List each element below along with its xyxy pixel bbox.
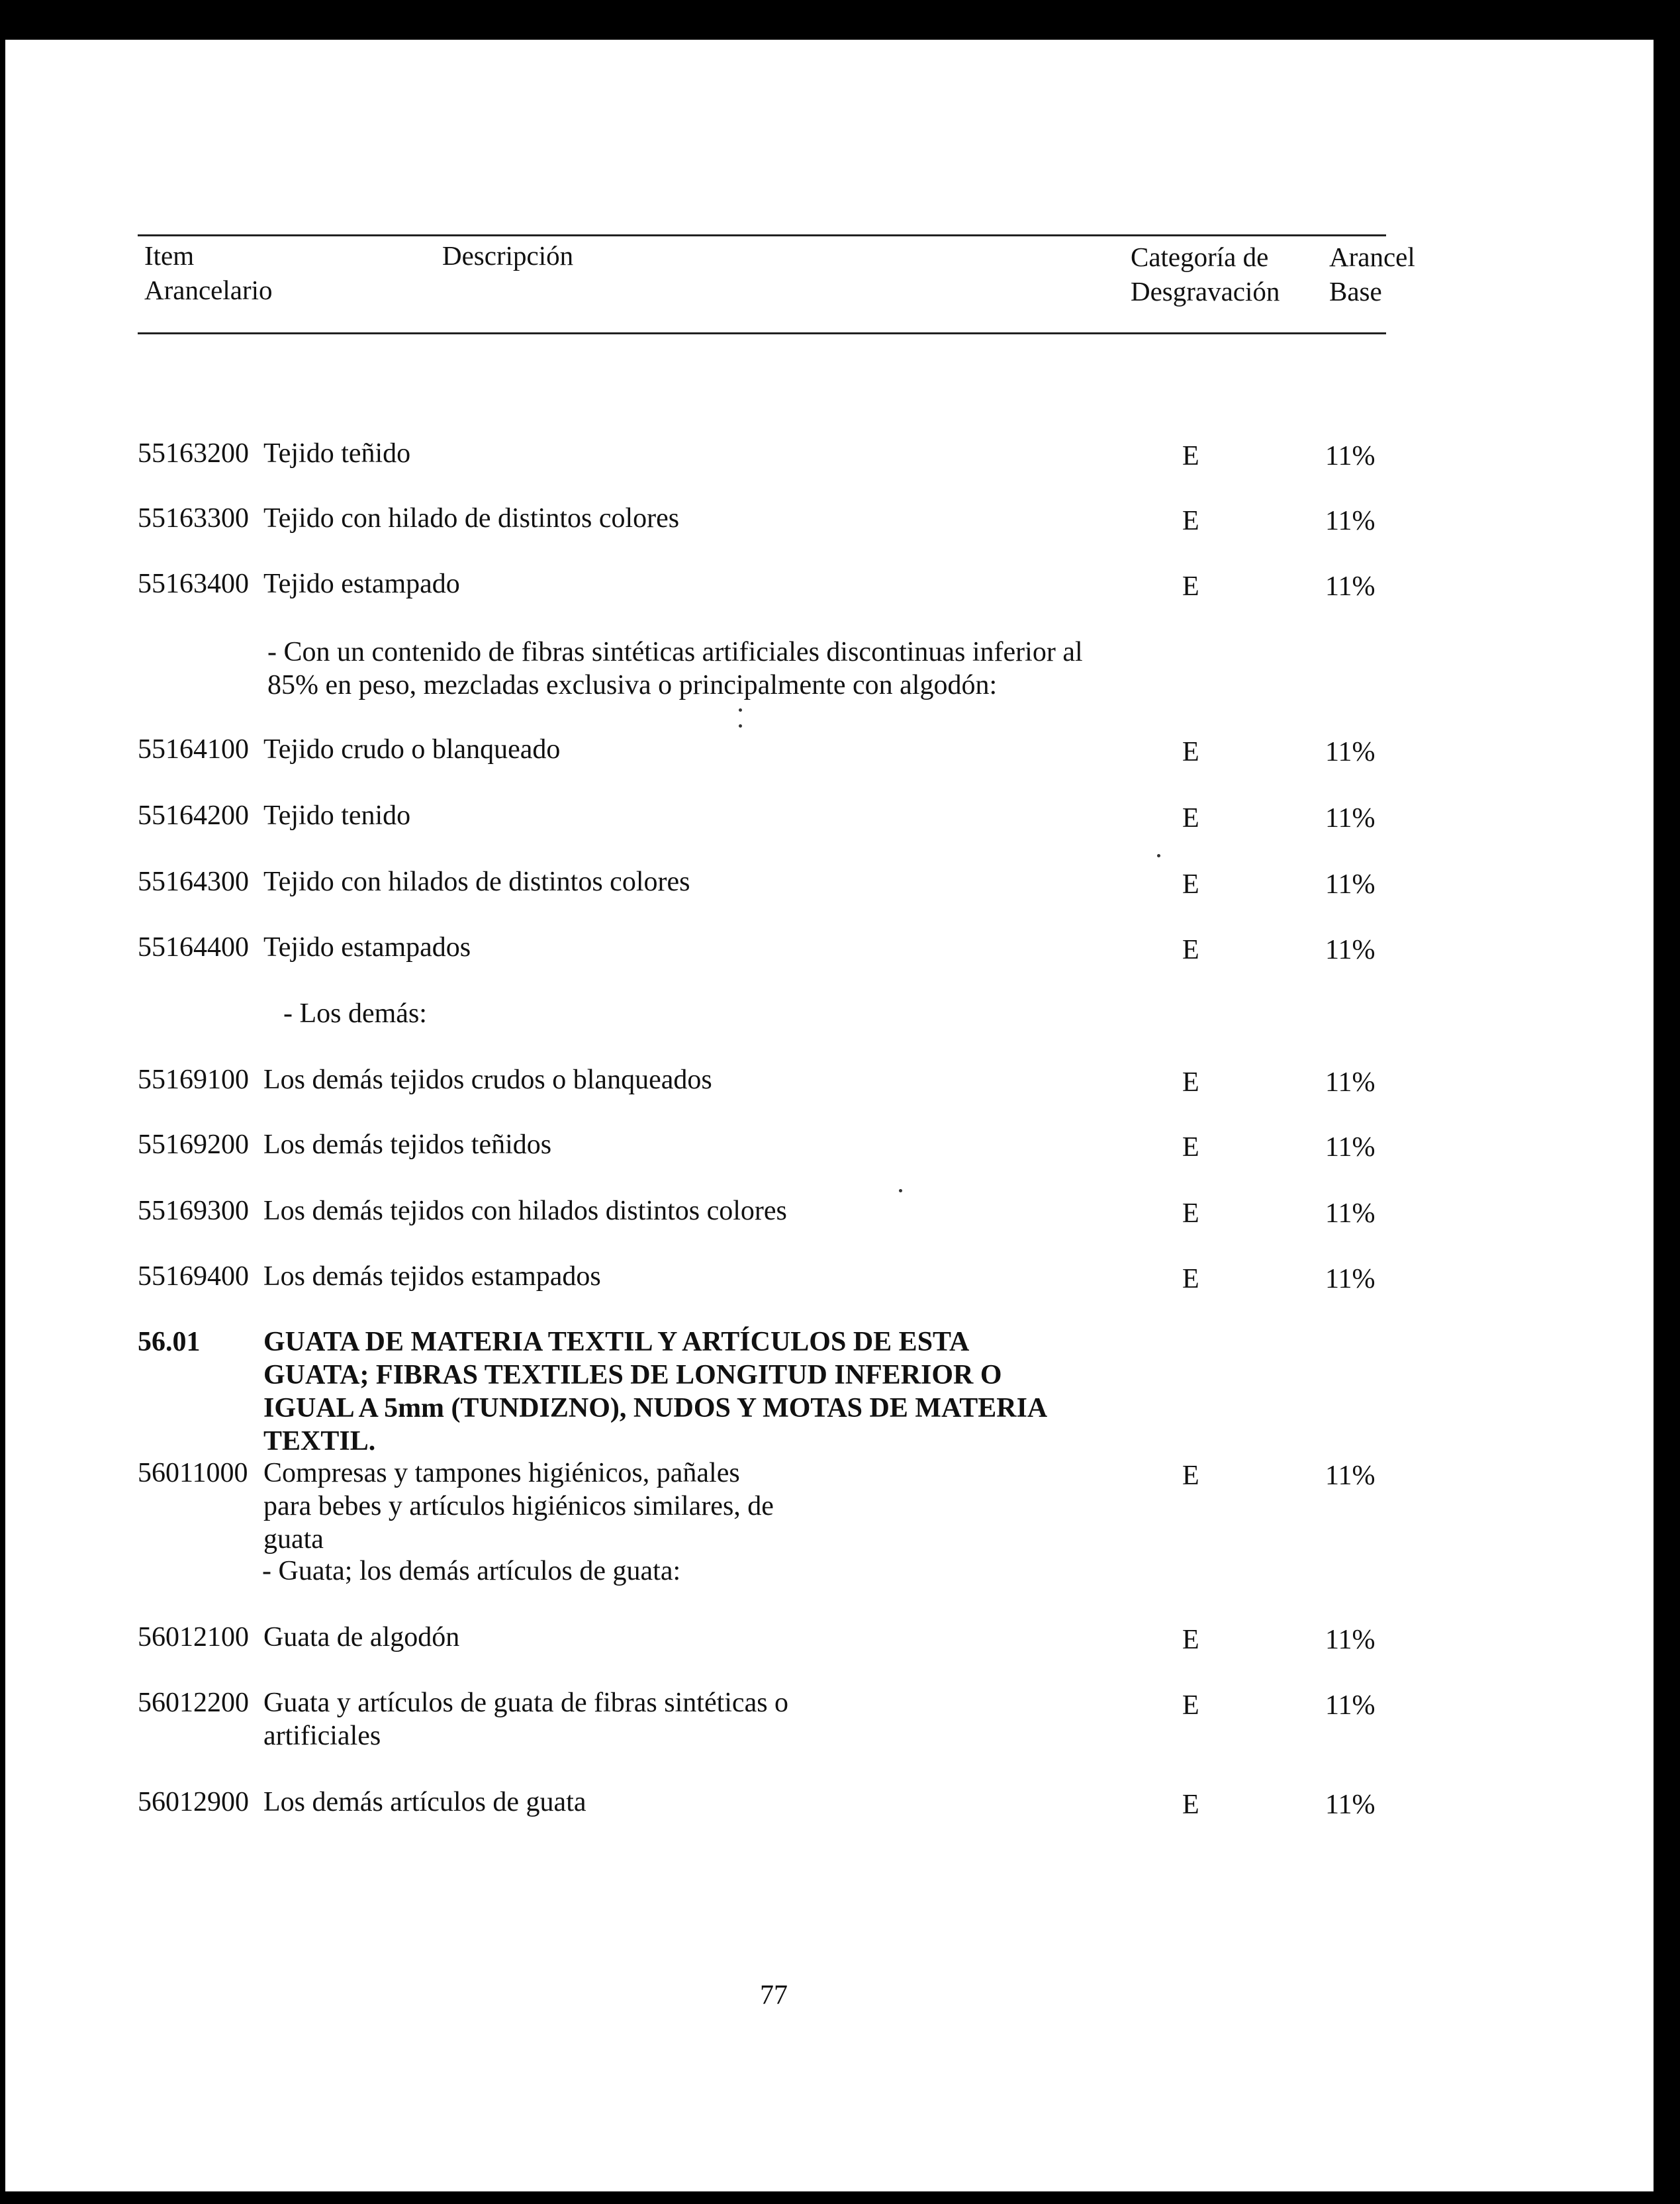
item-code: 55164300 <box>138 867 249 897</box>
item-code: 55169200 <box>138 1129 249 1160</box>
item-code: 56012200 <box>138 1688 249 1718</box>
header-category-line2: Desgravación <box>1131 276 1280 307</box>
item-description: Los demás tejidos con hilados distintos colores <box>263 1196 787 1226</box>
item-category: E <box>1182 1625 1199 1655</box>
item-category: E <box>1182 571 1199 602</box>
item-description: Tejido estampados <box>263 932 471 963</box>
item-base-rate: 11% <box>1325 441 1376 471</box>
item-description: Los demás tejidos teñidos <box>263 1129 552 1160</box>
item-base-rate: 11% <box>1325 1132 1376 1163</box>
item-base-rate: 11% <box>1325 803 1376 834</box>
item-description: Tejido teñido <box>263 438 411 469</box>
item-category: E <box>1182 1461 1199 1491</box>
item-category: E <box>1182 869 1199 900</box>
scan-speck <box>739 724 742 728</box>
item-base-rate: 11% <box>1325 869 1376 900</box>
item-description: Guata de algodón <box>263 1622 460 1653</box>
item-category: E <box>1182 935 1199 965</box>
header-base-line2: Base <box>1329 276 1382 307</box>
header-description: Descripción <box>442 240 574 271</box>
subheading-text: - Los demás: <box>283 998 427 1029</box>
item-category: E <box>1182 1067 1199 1098</box>
header-category-line1: Categoría de <box>1131 242 1269 272</box>
scan-speck <box>899 1189 902 1192</box>
header-category <box>1131 240 1280 309</box>
item-base-rate: 11% <box>1325 1790 1376 1820</box>
item-code: 55164400 <box>138 932 249 963</box>
item-description: Tejido con hilados de distintos colores <box>263 867 690 897</box>
subheading-text: - Guata; los demás artículos de guata: <box>262 1556 681 1586</box>
item-category: E <box>1182 737 1199 767</box>
page-number: 77 <box>760 1980 788 2011</box>
item-category: E <box>1182 1690 1199 1721</box>
item-code: 56012900 <box>138 1787 249 1817</box>
item-description: Los demás artículos de guata <box>263 1787 586 1817</box>
scan-speck <box>1157 854 1160 857</box>
item-description: Los demás tejidos crudos o blanqueados <box>263 1065 712 1095</box>
item-base-rate: 11% <box>1325 1198 1376 1229</box>
heading-text: GUATA DE MATERIA TEXTIL Y ARTÍCULOS DE ESTA GUATA; FIBRAS TEXTILES DE LONGITUD INFERIOR O IGUAL A 5mm (TUNDIZNO), NUDOS Y MOTAS DE MATERIA TEXTIL. <box>263 1327 1046 1457</box>
item-category: E <box>1182 803 1199 834</box>
item-code: 55163400 <box>138 569 249 599</box>
item-code: 56011000 <box>138 1458 248 1488</box>
header-bottom-rule <box>138 332 1386 334</box>
item-code: 56012100 <box>138 1622 249 1653</box>
item-base-rate: 11% <box>1325 1067 1376 1098</box>
document-page <box>5 40 1654 2191</box>
header-base-line1: Arancel <box>1329 242 1415 272</box>
item-description: Tejido crudo o blanqueado <box>263 734 561 765</box>
item-base-rate: 11% <box>1325 935 1376 965</box>
item-base-rate: 11% <box>1325 506 1376 536</box>
item-category: E <box>1182 1132 1199 1163</box>
item-description: Los demás tejidos estampados <box>263 1261 601 1292</box>
header-item-line2: Arancelario <box>144 275 273 305</box>
item-code: 55163200 <box>138 438 249 469</box>
header-item-line1: Item <box>144 240 195 271</box>
item-base-rate: 11% <box>1325 737 1376 767</box>
item-category: E <box>1182 1790 1199 1820</box>
item-description: Compresas y tampones higiénicos, pañales para bebes y artículos higiénicos similares, de guata <box>263 1458 774 1555</box>
item-code: 55169100 <box>138 1065 249 1095</box>
item-code: 55163300 <box>138 503 249 534</box>
scan-speck <box>739 708 742 712</box>
item-description: Tejido con hilado de distintos colores <box>263 503 680 534</box>
item-category: E <box>1182 1198 1199 1229</box>
item-base-rate: 11% <box>1325 1264 1376 1294</box>
item-description: Tejido tenido <box>263 800 411 831</box>
item-category: E <box>1182 441 1199 471</box>
item-code: 55169300 <box>138 1196 249 1226</box>
header-base <box>1329 240 1415 309</box>
item-base-rate: 11% <box>1325 1625 1376 1655</box>
item-category: E <box>1182 1264 1199 1294</box>
header-top-rule <box>138 234 1386 236</box>
item-code: 55169400 <box>138 1261 249 1292</box>
item-code: 55164100 <box>138 734 249 765</box>
item-description: Tejido estampado <box>263 569 460 599</box>
item-base-rate: 11% <box>1325 1461 1376 1491</box>
item-base-rate: 11% <box>1325 571 1376 602</box>
item-description: Guata y artículos de guata de fibras sintéticas o artificiales <box>263 1688 789 1751</box>
heading-code: 56.01 <box>138 1327 201 1357</box>
item-base-rate: 11% <box>1325 1690 1376 1721</box>
item-code: 55164200 <box>138 800 249 831</box>
item-category: E <box>1182 506 1199 536</box>
header-item <box>144 238 273 307</box>
subheading-text: - Con un contenido de fibras sintéticas artificiales discontinuas inferior al 85% en peso, mezcladas exclusiva o principalmente con algodón: <box>267 637 1083 700</box>
